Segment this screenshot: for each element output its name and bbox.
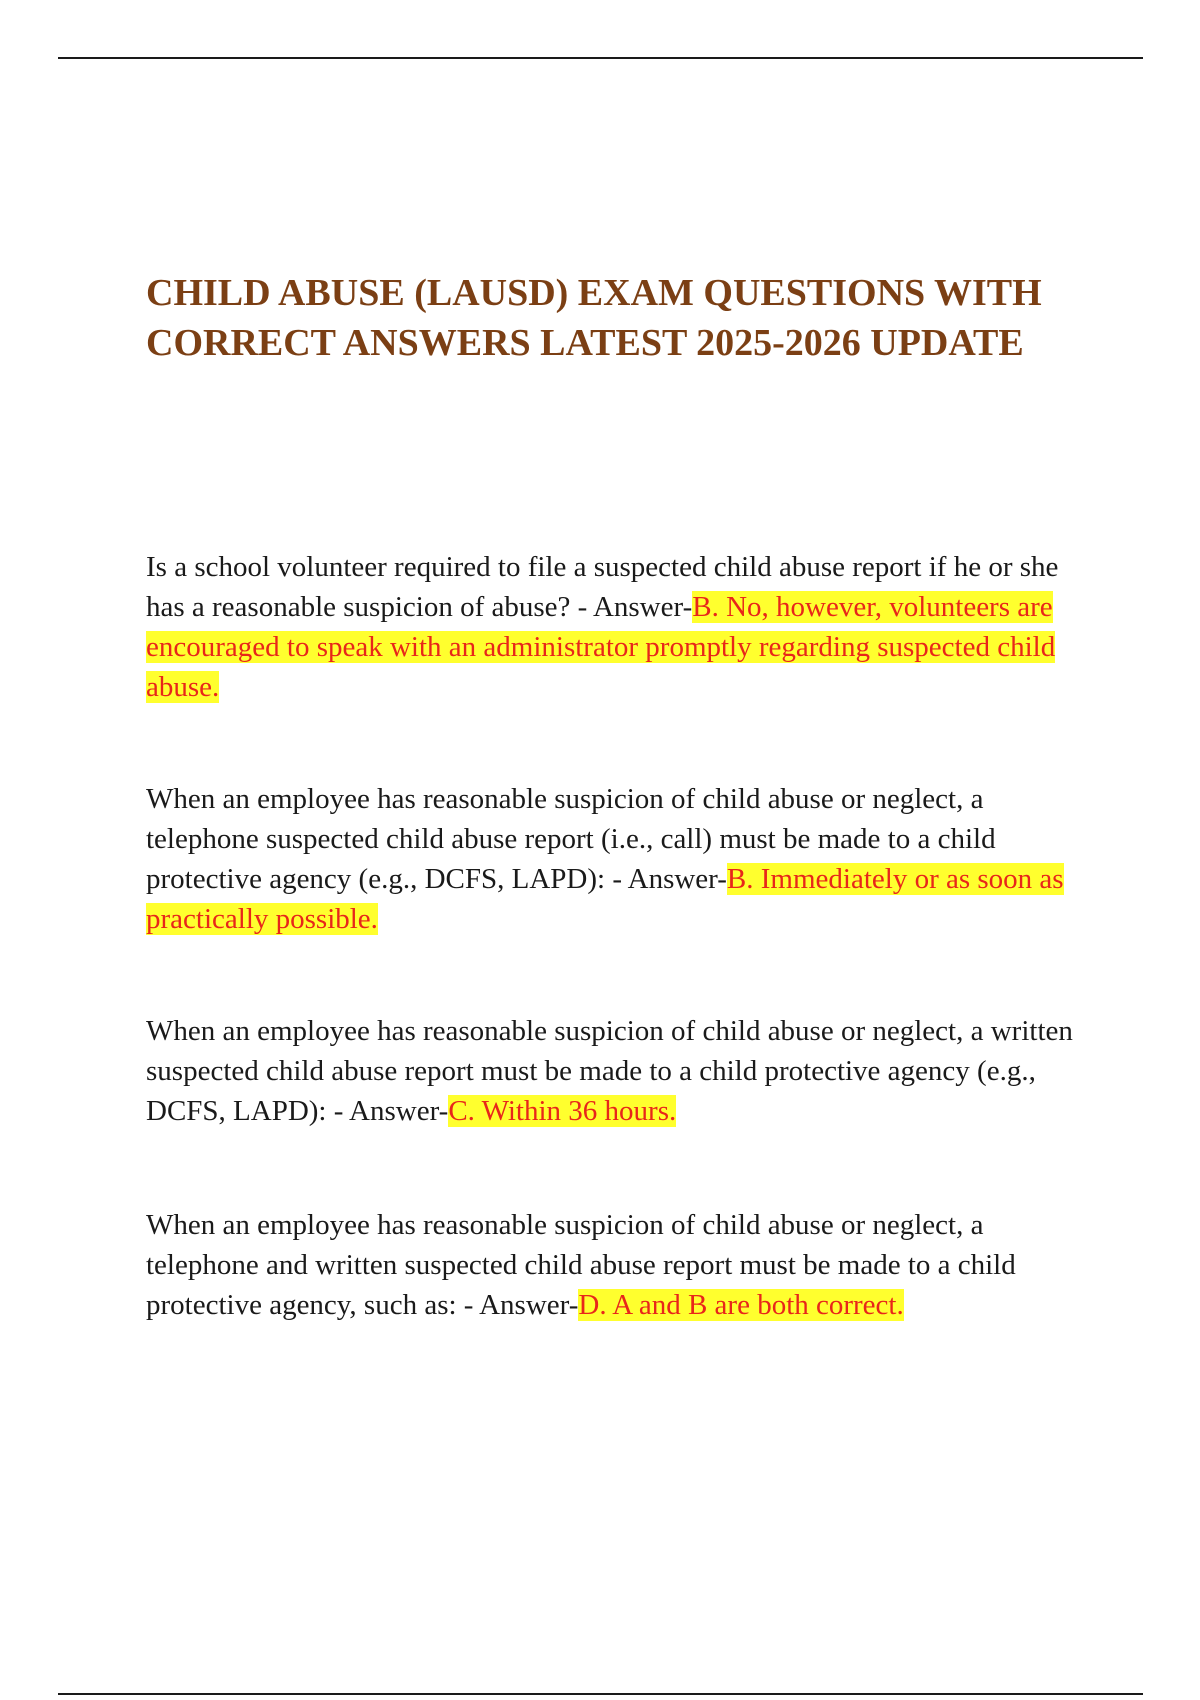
answer-prefix-3: - Answer- [326,1095,449,1127]
question-text-2: When an employee has reasonable suspicion of child abuse or neglect, a telephone suspected child abuse report (i.e., call) must be made to a child protective agency (e.g., DCFS, LAPD): [146,783,996,895]
question-text-1: Is a school volunteer required to file a suspected child abuse report if he or she has a reasonable suspicion of abuse? [146,551,1059,623]
qa-item-3 [146,1011,1096,1131]
qa-item-4 [146,1205,1096,1325]
qa-item-1 [146,547,1096,707]
footer-rule [58,1693,1143,1695]
question-text-4: When an employee has reasonable suspicion of child abuse or neglect, a telephone and written suspected child abuse report must be made to a child protective agency, such as: [146,1209,1016,1321]
answer-highlight-2: B. Immediately or as soon as practically possible. [146,863,1064,935]
answer-highlight-3: C. Within 36 hours. [448,1095,677,1127]
answer-prefix-4: - Answer- [456,1289,579,1321]
answer-highlight-1: B. No, however, volunteers are encouraged to speak with an administrator promptly regarding suspected child abuse. [146,591,1056,703]
answer-highlight-4: D. A and B are both correct. [578,1289,904,1321]
qa-item-2 [146,779,1096,939]
header-rule [58,57,1143,59]
answer-prefix-2: - Answer- [605,863,727,895]
question-text-3: When an employee has reasonable suspicion of child abuse or neglect, a written suspected child abuse report must be made to a child protective agency (e.g., DCFS, LAPD): [146,1015,1073,1127]
answer-prefix-1: - Answer- [570,591,693,623]
document-title: CHILD ABUSE (LAUSD) EXAM QUESTIONS WITH CORRECT ANSWERS LATEST 2025-2026 UPDATE [146,272,1042,364]
